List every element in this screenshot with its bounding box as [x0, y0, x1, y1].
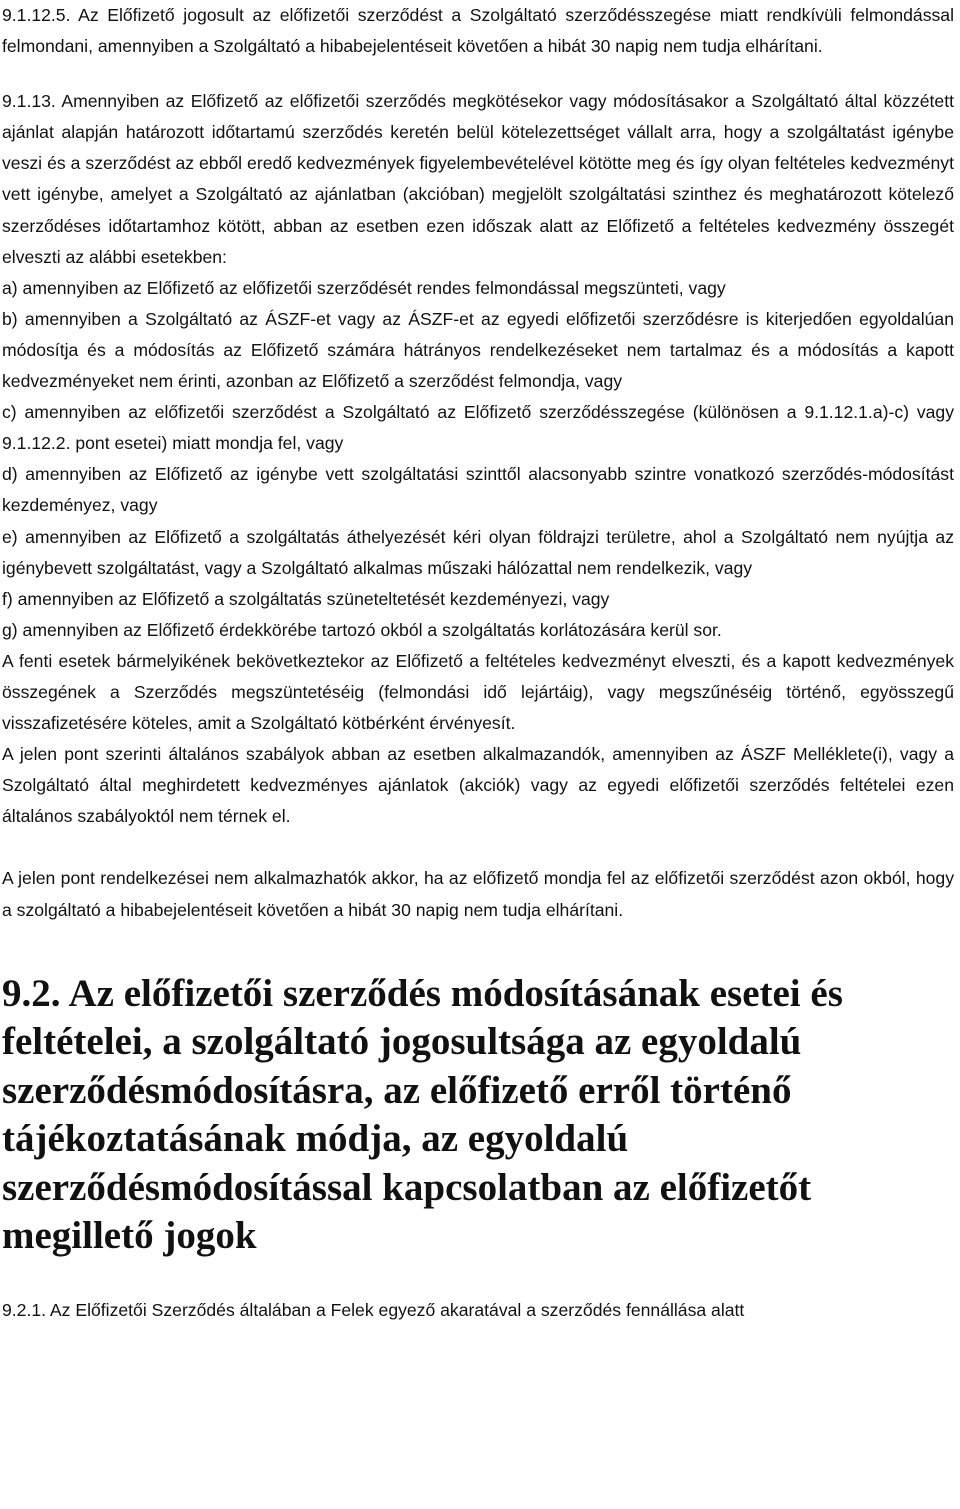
- list-item-e: e) amennyiben az Előfizető a szolgáltatás áthelyezését kéri olyan földrajzi területre, ahol a Szolgáltató nem nyújtja az igénybevett szolgáltatást, vagy a Szolgáltató alkalmas műszaki hálózattal nem rendelkezik, vagy: [2, 526, 954, 578]
- section-number: 9.2.: [2, 971, 61, 1015]
- paragraph-rules: A jelen pont szerinti általános szabályok abban az esetben alkalmazandók, amennyiben az ÁSZF Melléklete(i), vagy a Szolgáltató által meghirdetett kedvezményes ajánlatok (akciók) vagy az egyedi előfizetői szerződés feltételei ezen általános szabályoktól nem térnek el.: [2, 744, 954, 827]
- list-item-b: b) amennyiben a Szolgáltató az ÁSZF-et vagy az ÁSZF-et az egyedi előfizetői szerződésre is kiterjedően egyoldalúan módosítja és a módosítás az Előfizető számára hátrányos rendelkezéseket nem tartalmaz és a módosítás a kapott kedvezményeket nem érinti, azonban az Előfizető a szerződést felmondja, vagy: [2, 308, 954, 392]
- section-heading-9-2: [2, 970, 954, 1261]
- paragraph-9-2-1: 9.2.1. Az Előfizetői Szerződés általában a Felek egyező akaratával a szerződés fennállása alatt: [2, 1299, 745, 1320]
- section-title: Az előfizetői szerződés módosításának esetei és feltételei, a szolgáltató jogosultsága az egyoldalú szerződésmódosításra, az előfizető erről történő tájékoztatásának módja, az egyoldalú szerződésmódosítással kapcsolatban az előfizetőt megillető jogok: [2, 971, 843, 1258]
- list-item-f: f) amennyiben az Előfizető a szolgáltatás szüneteltetését kezdeményezi, vagy: [2, 588, 610, 609]
- paragraph-9-1-12-5: 9.1.12.5. Az Előfizető jogosult az előfizetői szerződést a Szolgáltató szerződésszegése miatt rendkívüli felmondással felmondani, amennyiben a Szolgáltató a hibabejelentéseit követően a hibát 30 napig nem tudja elhárítani.: [2, 5, 954, 57]
- list-item-d: d) amennyiben az Előfizető az igénybe vett szolgáltatási szinttől alacsonyabb szintre vonatkozó szerződés-módosítást kezdeményez, vagy: [2, 464, 954, 516]
- list-item-g: g) amennyiben az Előfizető érdekkörébe tartozó okból a szolgáltatás korlátozására kerül sor.: [2, 619, 722, 640]
- list-item-a: a) amennyiben az Előfizető az előfizetői szerződését rendes felmondással megszünteti, vagy: [2, 277, 726, 298]
- document-page: [2, 0, 954, 1326]
- paragraph-exception: A jelen pont rendelkezései nem alkalmazhatók akkor, ha az előfizető mondja fel az előfizetői szerződést azon okból, hogy a szolgáltató a hibabejelentéseit követően a hibát 30 napig nem tudja elhárítani.: [2, 868, 954, 920]
- list-item-c: c) amennyiben az előfizetői szerződést a Szolgáltató az Előfizető szerződésszegése (különösen a 9.1.12.1.a)-c) vagy 9.1.12.2. pont esetei) miatt mondja fel, vagy: [2, 402, 954, 454]
- paragraph-consequence: A fenti esetek bármelyikének bekövetkeztekor az Előfizető a feltételes kedvezményt elveszti, és a kapott kedvezmények összegének a Szerződés megszüntetéséig (felmondási idő lejártáig), vagy megszűnéséig történő, egyösszegű visszafizetésére köteles, amit a Szolgáltató kötbérként érvényesít.: [2, 650, 954, 734]
- paragraph-9-1-13-intro: 9.1.13. Amennyiben az Előfizető az előfizetői szerződés megkötésekor vagy módosításakor a Szolgáltató által közzétett ajánlat alapján határozott időtartamú szerződés keretén belül kötelezettséget vállalt arra, hogy a szolgáltatást igénybe veszi és a szerződést az ebből eredő kedvezmények figyelembevételével kötötte meg és így olyan feltételes kedvezményt vett igénybe, amelyet a Szolgáltató az ajánlatban (akcióban) megjelölt szolgáltatási szinthez és meghatározott kötelező szerződéses időtartamhoz kötött, abban az esetben ezen időszak alatt az Előfizető a feltételes kedvezmény összegét elveszti az alábbi esetekben:: [2, 91, 954, 267]
